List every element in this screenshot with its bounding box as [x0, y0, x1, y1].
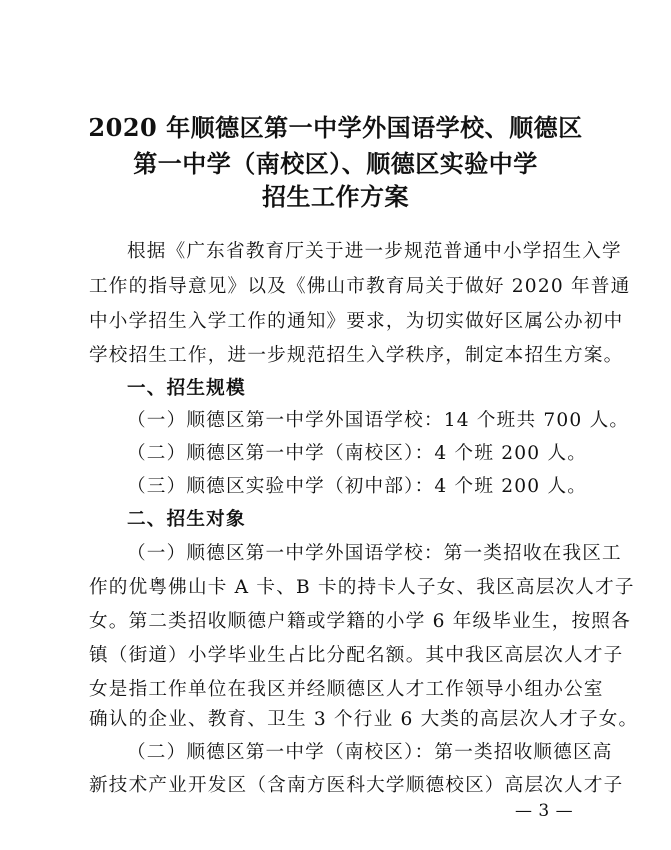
intro-line-2: 工作的指导意见》以及《佛山市教育局关于做好 2020 年普通	[89, 276, 631, 297]
document-title-line-1: 2020 年顺德区第一中学外国语学校、顺德区	[88, 113, 583, 142]
intro-line-4: 学校招生工作，进一步规范招生入学秩序，制定本招生方案。	[89, 345, 624, 366]
target-para1-line-2: 作的优粤佛山卡 A 卡、B 卡的持卡人子女、我区高层次人才子	[89, 577, 635, 598]
target-para1-line-4: 镇（街道）小学毕业生占比分配名额。其中我区高层次人才子	[89, 645, 624, 666]
page-number: — 3 —	[515, 801, 574, 821]
target-para1-line-3: 女。第二类招收顺德户籍或学籍的小学 6 年级毕业生，按照各	[89, 611, 631, 632]
target-para1-line-1: （一）顺德区第一中学外国语学校：第一类招收在我区工	[127, 543, 622, 564]
section-heading-enrollment-scale: 一、招生规模	[127, 378, 246, 399]
document-title-line-3: 招生工作方案	[262, 182, 409, 211]
target-para1-line-6: 确认的企业、教育、卫生 3 个行业 6 大类的高层次人才子女。	[89, 709, 639, 730]
enrollment-item-2: （二）顺德区第一中学（南校区）：4 个班 200 人。	[127, 443, 588, 464]
target-para2-line-2: 新技术产业开发区（含南方医科大学顺德校区）高层次人才子	[89, 775, 624, 796]
target-para2-line-1: （二）顺德区第一中学（南校区）：第一类招收顺德区高	[127, 742, 613, 763]
intro-line-3: 中小学招生入学工作的通知》要求，为切实做好区属公办初中	[89, 311, 624, 332]
intro-line-1: 根据《广东省教育厅关于进一步规范普通中小学招生入学	[127, 241, 622, 262]
target-para1-line-5: 女是指工作单位在我区并经顺德区人才工作领导小组办公室	[89, 679, 604, 700]
document-title-line-2: 第一中学（南校区）、顺德区实验中学	[133, 149, 538, 178]
enrollment-item-1: （一）顺德区第一中学外国语学校：14 个班共 700 人。	[127, 410, 630, 431]
section-heading-enrollment-target: 二、招生对象	[127, 509, 246, 530]
enrollment-item-3: （三）顺德区实验中学（初中部）：4 个班 200 人。	[127, 476, 588, 497]
